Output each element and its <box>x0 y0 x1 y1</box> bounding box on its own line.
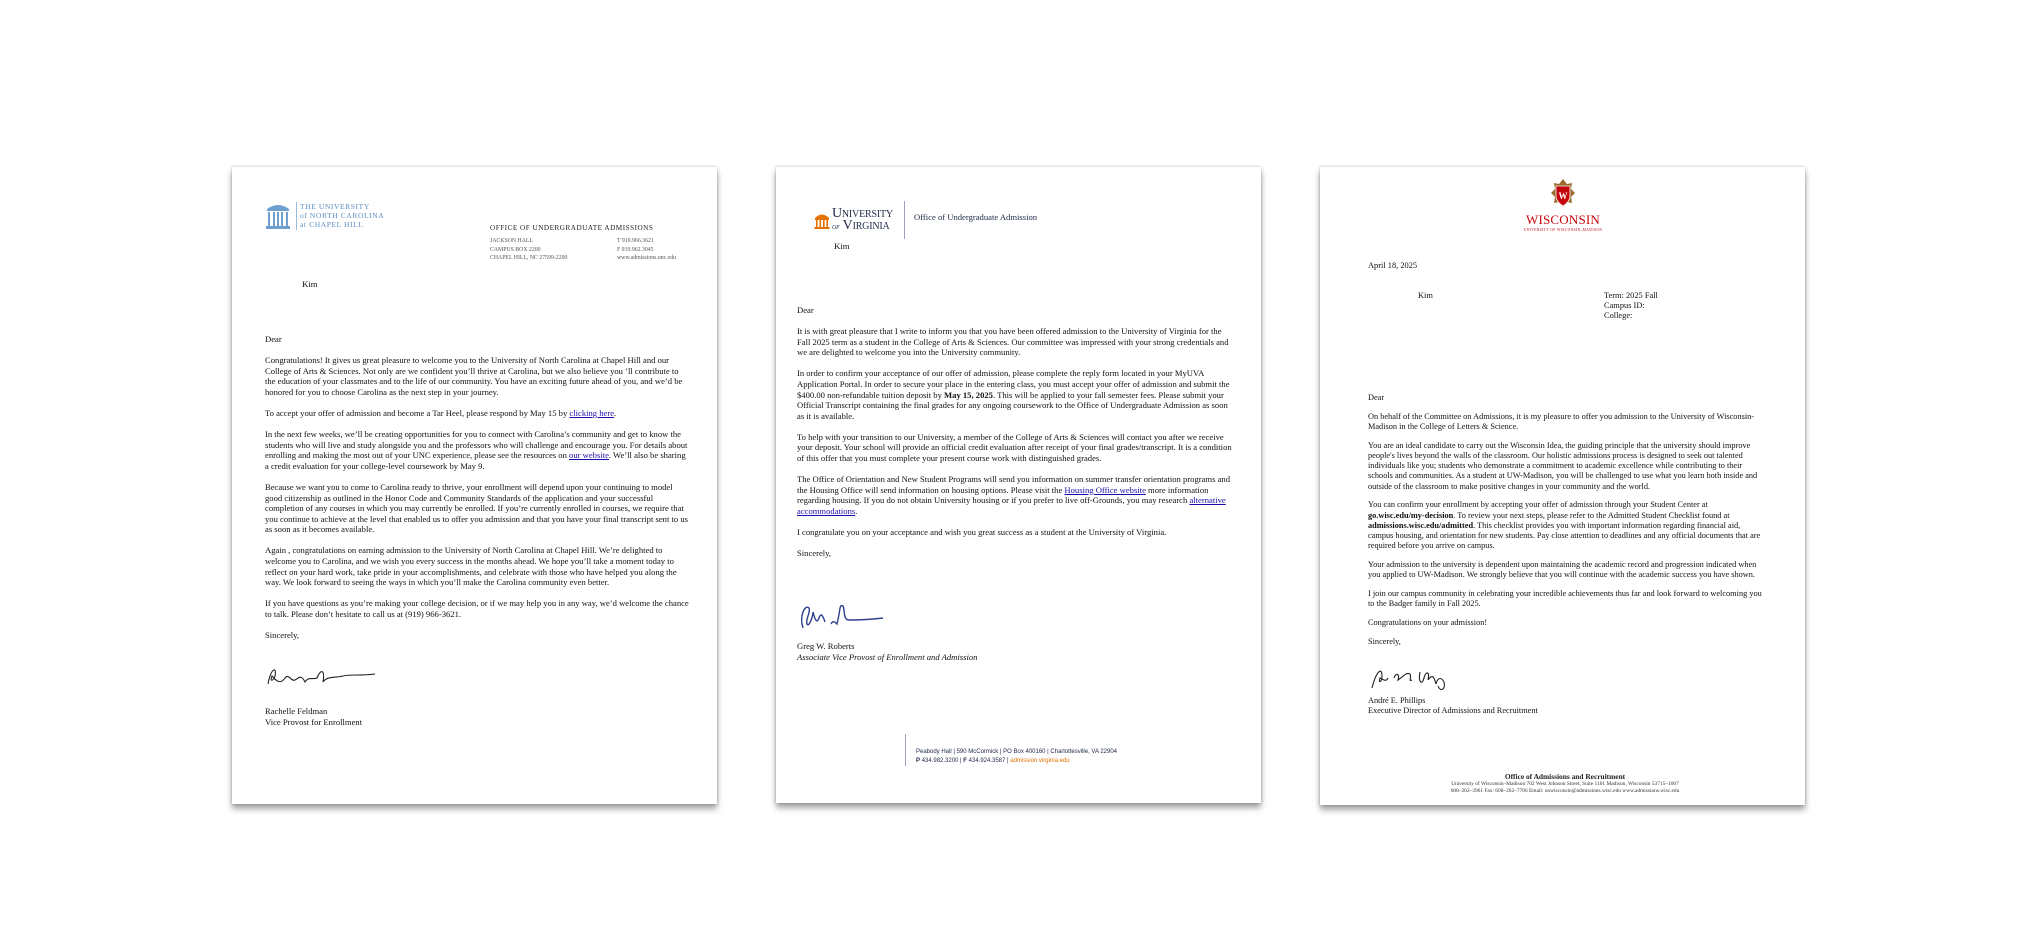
closing: Sincerely, <box>797 548 832 559</box>
signer-block <box>265 706 362 727</box>
closing: Sincerely, <box>1368 636 1401 646</box>
paragraph: In order to confirm your acceptance of our offer of admission, please complete the reply form located in your MyUVA Application Portal. In order to secure your place in the entering class, you must accept your offer of admission and submit the $400.00 non-refundable tuition deposit by May 15, 2025. This will be applied to your fall semester fees. Please submit your Official Transcript containing the final grades for any ongoing coursework to the Office of Undergraduate Admission as soon as it is available. <box>797 368 1230 421</box>
signature-image <box>1368 662 1458 694</box>
paragraph: You can confirm your enrollment by accepting your offer of admission through your Student Center at go.wisc.edu/my-decision. To review your next steps, please refer to the Admitted Student Checklist found at admissions.wisc.edu/admitted. This checklist provides you with important information regarding financial aid, campus housing, and orientation for new students. Pay close attention to deadlines and any official documents that are required before you arrive on campus. <box>1368 500 1761 551</box>
letterhead-address: JACKSON HALL CAMPUS BOX 2200 CHAPEL HILL, NC 27599-2200 T 919.966.3621 F 919.962.3045 www.admissions.unc.edu <box>490 238 677 261</box>
signer-block <box>1368 696 1538 716</box>
recipient-name: Kim <box>834 241 850 251</box>
signer-title: Vice Provost for Enrollment <box>265 716 363 727</box>
paragraph: It is with great pleasure that I write to inform you that you have been offered admission to the University of Virginia for the Fall 2025 term as a student in the College of Arts & Sciences. Our committee was impressed with your strong credentials and we are delighted to welcome you into the University community. <box>797 326 1229 358</box>
college: College: <box>1604 311 1633 320</box>
recipient-name: Kim <box>302 279 318 289</box>
paragraph: To help with your transition to our University, a member of the College of Arts & Sciences will contact you after we receive your deposit. Your school will provide an official credit evaluation after receipt of your final grades/transcript. It is a condition of this offer that you must complete your present course work with distinguished grades. <box>797 431 1232 464</box>
paragraph: In the next few weeks, we’ll be creating opportunities for you to connect with Carolina’s community and get to know the students who will live and study alongside you and the professors who will challenge and encourage you. For details about enrolling and making the most out of your UNC experience, please see the resources on our website. We’ll also be sharing a credit evaluation for your college-level coursework by May 9. <box>265 429 688 471</box>
student-info-block <box>1604 291 1658 321</box>
clicking-here-link[interactable]: clicking here <box>569 407 615 418</box>
paragraph: I join our campus community in celebrating your incredible achievements thus far and look forward to welcoming you to the Badger family in Fall 2025. <box>1368 589 1762 609</box>
signer-title: Associate Vice Provost of Enrollment and Admission <box>797 651 978 662</box>
old-well-icon <box>264 200 292 232</box>
signature-image <box>265 664 385 688</box>
signer-name: André E. Phillips <box>1368 696 1426 705</box>
unc-logo <box>264 200 394 232</box>
letterhead-footer: Peabody Hall | 590 McCormick | PO Box 400160 | Charlottesville, VA 22904 P 434.982.3200 | F 434.924.3587 | admission.virginia.edu <box>916 749 1117 764</box>
alternative-accommodations-link[interactable]: alternative accommodations <box>797 495 1226 516</box>
uva-wordmark: University of Virginia <box>832 206 893 233</box>
campus-id: Campus ID: <box>1604 301 1645 310</box>
letterhead-contact: T 919.966.3621 F 919.962.3045 www.admissions.unc.edu <box>617 238 677 261</box>
logo-divider <box>296 202 297 230</box>
paragraph: Congratulations on your admission! <box>1368 618 1488 628</box>
signature-image <box>797 598 887 636</box>
signer-title: Executive Director of Admissions and Recruitment <box>1368 706 1538 716</box>
salutation: Dear <box>265 334 282 344</box>
signer-name: Rachelle Feldman <box>265 706 328 716</box>
uw-crest-icon <box>1550 178 1576 212</box>
paragraph: You are an ideal candidate to carry out the Wisconsin Idea, the guiding principle that the university should improve people's lives beyond the walls of the classroom. Our holistic admissions process is designed to seek out talented individuals like you; students who demonstrate a commitment to academic excellence while contributing to their schools and communities. As a student at UW-Madison, you will be challenged to use what you learn both inside and outside of the classroom to make positive changes in your community and the world. <box>1368 440 1758 491</box>
paragraph: Because we want you to come to Carolina ready to thrive, your enrollment will depend upon your continuing to model good citizenship as outlined in the Honor Code and Community Standards of the application and your successful completion of any courses in which you may currently be enrolled. If you’re currently enrolled in courses, we require that you continue to achieve at the level that enabled us to offer you admission and that you have your final transcript sent to us as soon as it becomes available. <box>265 481 688 535</box>
svg-text:W: W <box>1558 191 1568 201</box>
unc-logo-text: THE UNIVERSITY of NORTH CAROLINA at CHAPEL HILL <box>300 202 385 229</box>
term: Term: 2025 Fall <box>1604 291 1658 300</box>
salutation: Dear <box>797 305 814 315</box>
paragraph: Your admission to the university is dependent upon maintaining the academic record and progression indicated when you applied to UW-Madison. We strongly believe that you will continue with the academic success you have shown. <box>1368 560 1757 580</box>
paragraph: I congratulate you on your acceptance and wish you great success as a student at the University of Virginia. <box>797 527 1167 537</box>
letter-body <box>1368 393 1763 656</box>
paragraph: The Office of Orientation and New Student Programs will send you information on summer transfer orientation programs and the Housing Office will send information on housing options. Please visit the Housing Office website more information regarding housing. If you do not obtain University housing or if you prefer to live off-Grounds, you may research alternative accommodations. <box>797 474 1231 516</box>
paragraph: Congratulations! It gives us great pleasure to welcome you to the University of North Carolina at Chapel Hill and our College of Arts & Sciences. Not only are we confident you’ll thrive at Carolina, but we also believe you ’ll contribute to the education of your classmates and to the life of our community. You have an exciting future ahead of you, and we’d be honored for you to choose Carolina as the next step in your journey. <box>265 355 683 397</box>
uw-admission-letter <box>1320 167 1805 805</box>
uw-wordmark-sub: UNIVERSITY OF WISCONSIN–MADISON <box>1523 228 1603 232</box>
paragraph: On behalf of the Committee on Admissions, it is my pleasure to offer you admission to the University of Wisconsin-Madison in the College of Letters & Science. <box>1368 411 1755 431</box>
paragraph: To accept your offer of admission and become a Tar Heel, please respond by May 15 by clicking here. <box>265 407 617 418</box>
housing-office-link[interactable]: Housing Office website <box>1064 484 1146 495</box>
paragraph: Again , congratulations on earning admission to the University of North Carolina at Chapel Hill. We’re delighted to welcome you to Carolina, and we wish you every success in the months ahead. We hope you’ll take a moment today to reflect on your hard work, take pride in your accomplishments, and celebrate with those who have helped you along the way. We look forward to seeing the ways in which you’ll make the Carolina community even better. <box>265 545 677 588</box>
uw-wordmark: WISCONSIN <box>1525 212 1601 227</box>
recipient-name: Kim <box>1418 291 1433 300</box>
letter-body <box>265 334 690 651</box>
closing: Sincerely, <box>265 629 300 640</box>
unc-admission-letter <box>232 167 717 804</box>
signer-name: Greg W. Roberts <box>797 641 855 651</box>
letter-body <box>797 305 1237 569</box>
office-name: Office of Undergraduate Admission <box>914 212 1038 222</box>
letterhead-footer: Office of Admissions and Recruitment University of Wisconsin–Madison 702 West Johnson Street, Suite 1101 Madison, Wisconsin 53715–1007 608–262–3961 Fax: 608–262–7706 Email: onwisconsin@admissions.wisc.edu www.admissions.wisc.edu <box>1350 772 1780 795</box>
logo-divider <box>904 201 905 239</box>
footer-office: Office of Admissions and Recruitment <box>1504 772 1626 781</box>
footer-website: admission.virginia.edu <box>1010 758 1070 764</box>
signer-block <box>797 641 977 662</box>
our-website-link[interactable]: our website <box>569 450 609 461</box>
salutation: Dear <box>1368 393 1385 402</box>
paragraph: If you have questions as you’re making your college decision, or if we may help you in any way, we’d welcome the chance to talk. Please don’t hesitate to call us at (919) 966-3621. <box>265 598 689 619</box>
office-name: OFFICE OF UNDERGRADUATE ADMISSIONS <box>490 224 654 232</box>
footer-divider <box>905 734 906 766</box>
uva-admission-letter <box>776 167 1261 803</box>
rotunda-icon <box>814 210 830 230</box>
letter-date: April 18, 2025 <box>1368 261 1418 270</box>
